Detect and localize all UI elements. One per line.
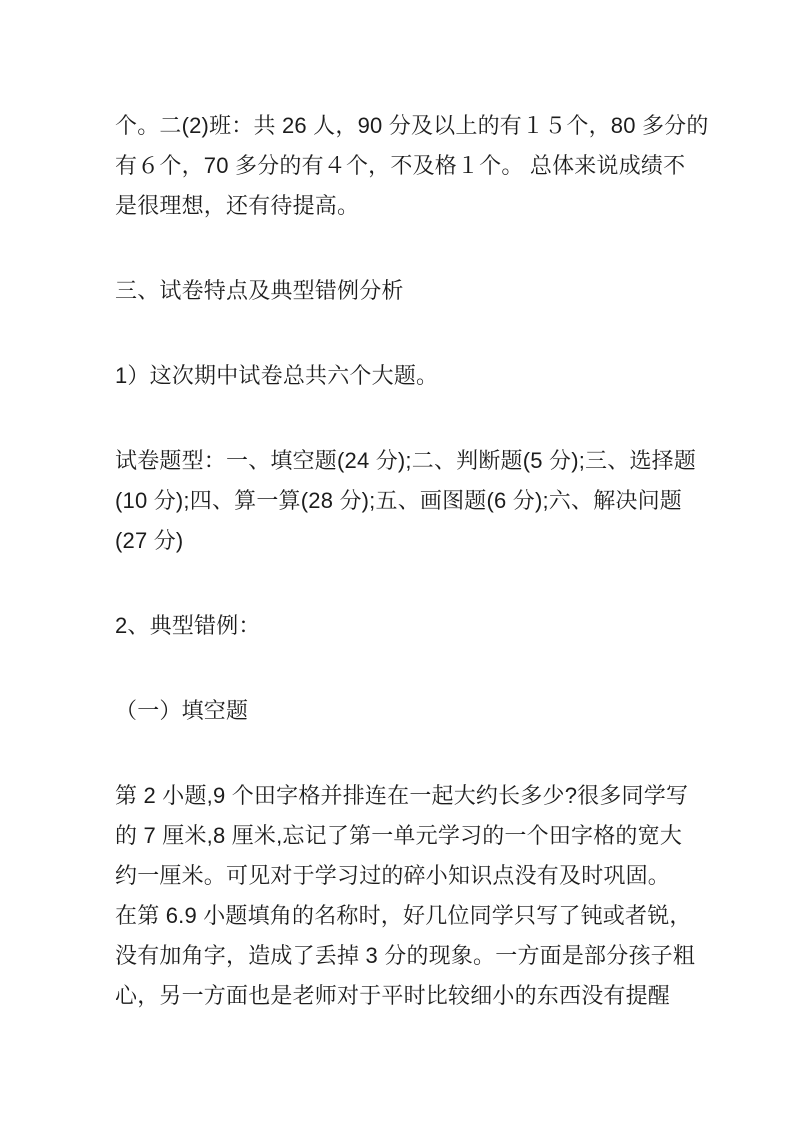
text-line: 在第 6.9 小题填角的名称时，好几位同学只写了钝或者锐， <box>115 903 692 928</box>
section-heading-analysis <box>115 271 693 311</box>
text-line: 第 2 小题,9 个田字格并排连在一起大约长多少?很多同学写 <box>115 783 689 808</box>
paragraph-item-1-overview <box>115 356 693 396</box>
text-line: 的 7 厘米,8 厘米,忘记了第一单元学习的一个田字格的宽大 <box>115 823 683 848</box>
paragraph-exam-structure <box>115 441 697 561</box>
text-line: 个。二(2)班：共 26 人，90 分及以上的有１５个，80 多分的 <box>115 113 709 138</box>
text-line: (10 分);四、算一算(28 分);五、画图题(6 分);六、解决问题 <box>115 488 683 513</box>
text-line: 有６个，70 多分的有４个，不及格１个。 总体来说成绩不 <box>115 153 686 178</box>
text-line: 心，另一方面也是老师对于平时比较细小的东西没有提醒 <box>115 983 671 1008</box>
text-line: 试卷题型：一、填空题(24 分);二、判断题(5 分);三、选择题 <box>115 448 697 473</box>
subheading-fill-in-blanks <box>115 691 693 731</box>
text-line: 1）这次期中试卷总共六个大题。 <box>115 363 439 388</box>
text-line: 三、试卷特点及典型错例分析 <box>115 278 404 303</box>
paragraph-class-score-summary <box>115 106 709 226</box>
text-line: 是很理想，还有待提高。 <box>115 193 360 218</box>
text-line: (27 分) <box>115 528 184 553</box>
paragraph-error-analysis-detail <box>115 776 696 1016</box>
paragraph-item-2-typical-errors <box>115 606 693 646</box>
text-line: 没有加角字，造成了丢掉 3 分的现象。一方面是部分孩子粗 <box>115 943 696 968</box>
text-line: （一）填空题 <box>115 698 249 723</box>
text-line: 2、典型错例： <box>115 613 261 638</box>
text-line: 约一厘米。可见对于学习过的碎小知识点没有及时巩固。 <box>115 863 671 888</box>
